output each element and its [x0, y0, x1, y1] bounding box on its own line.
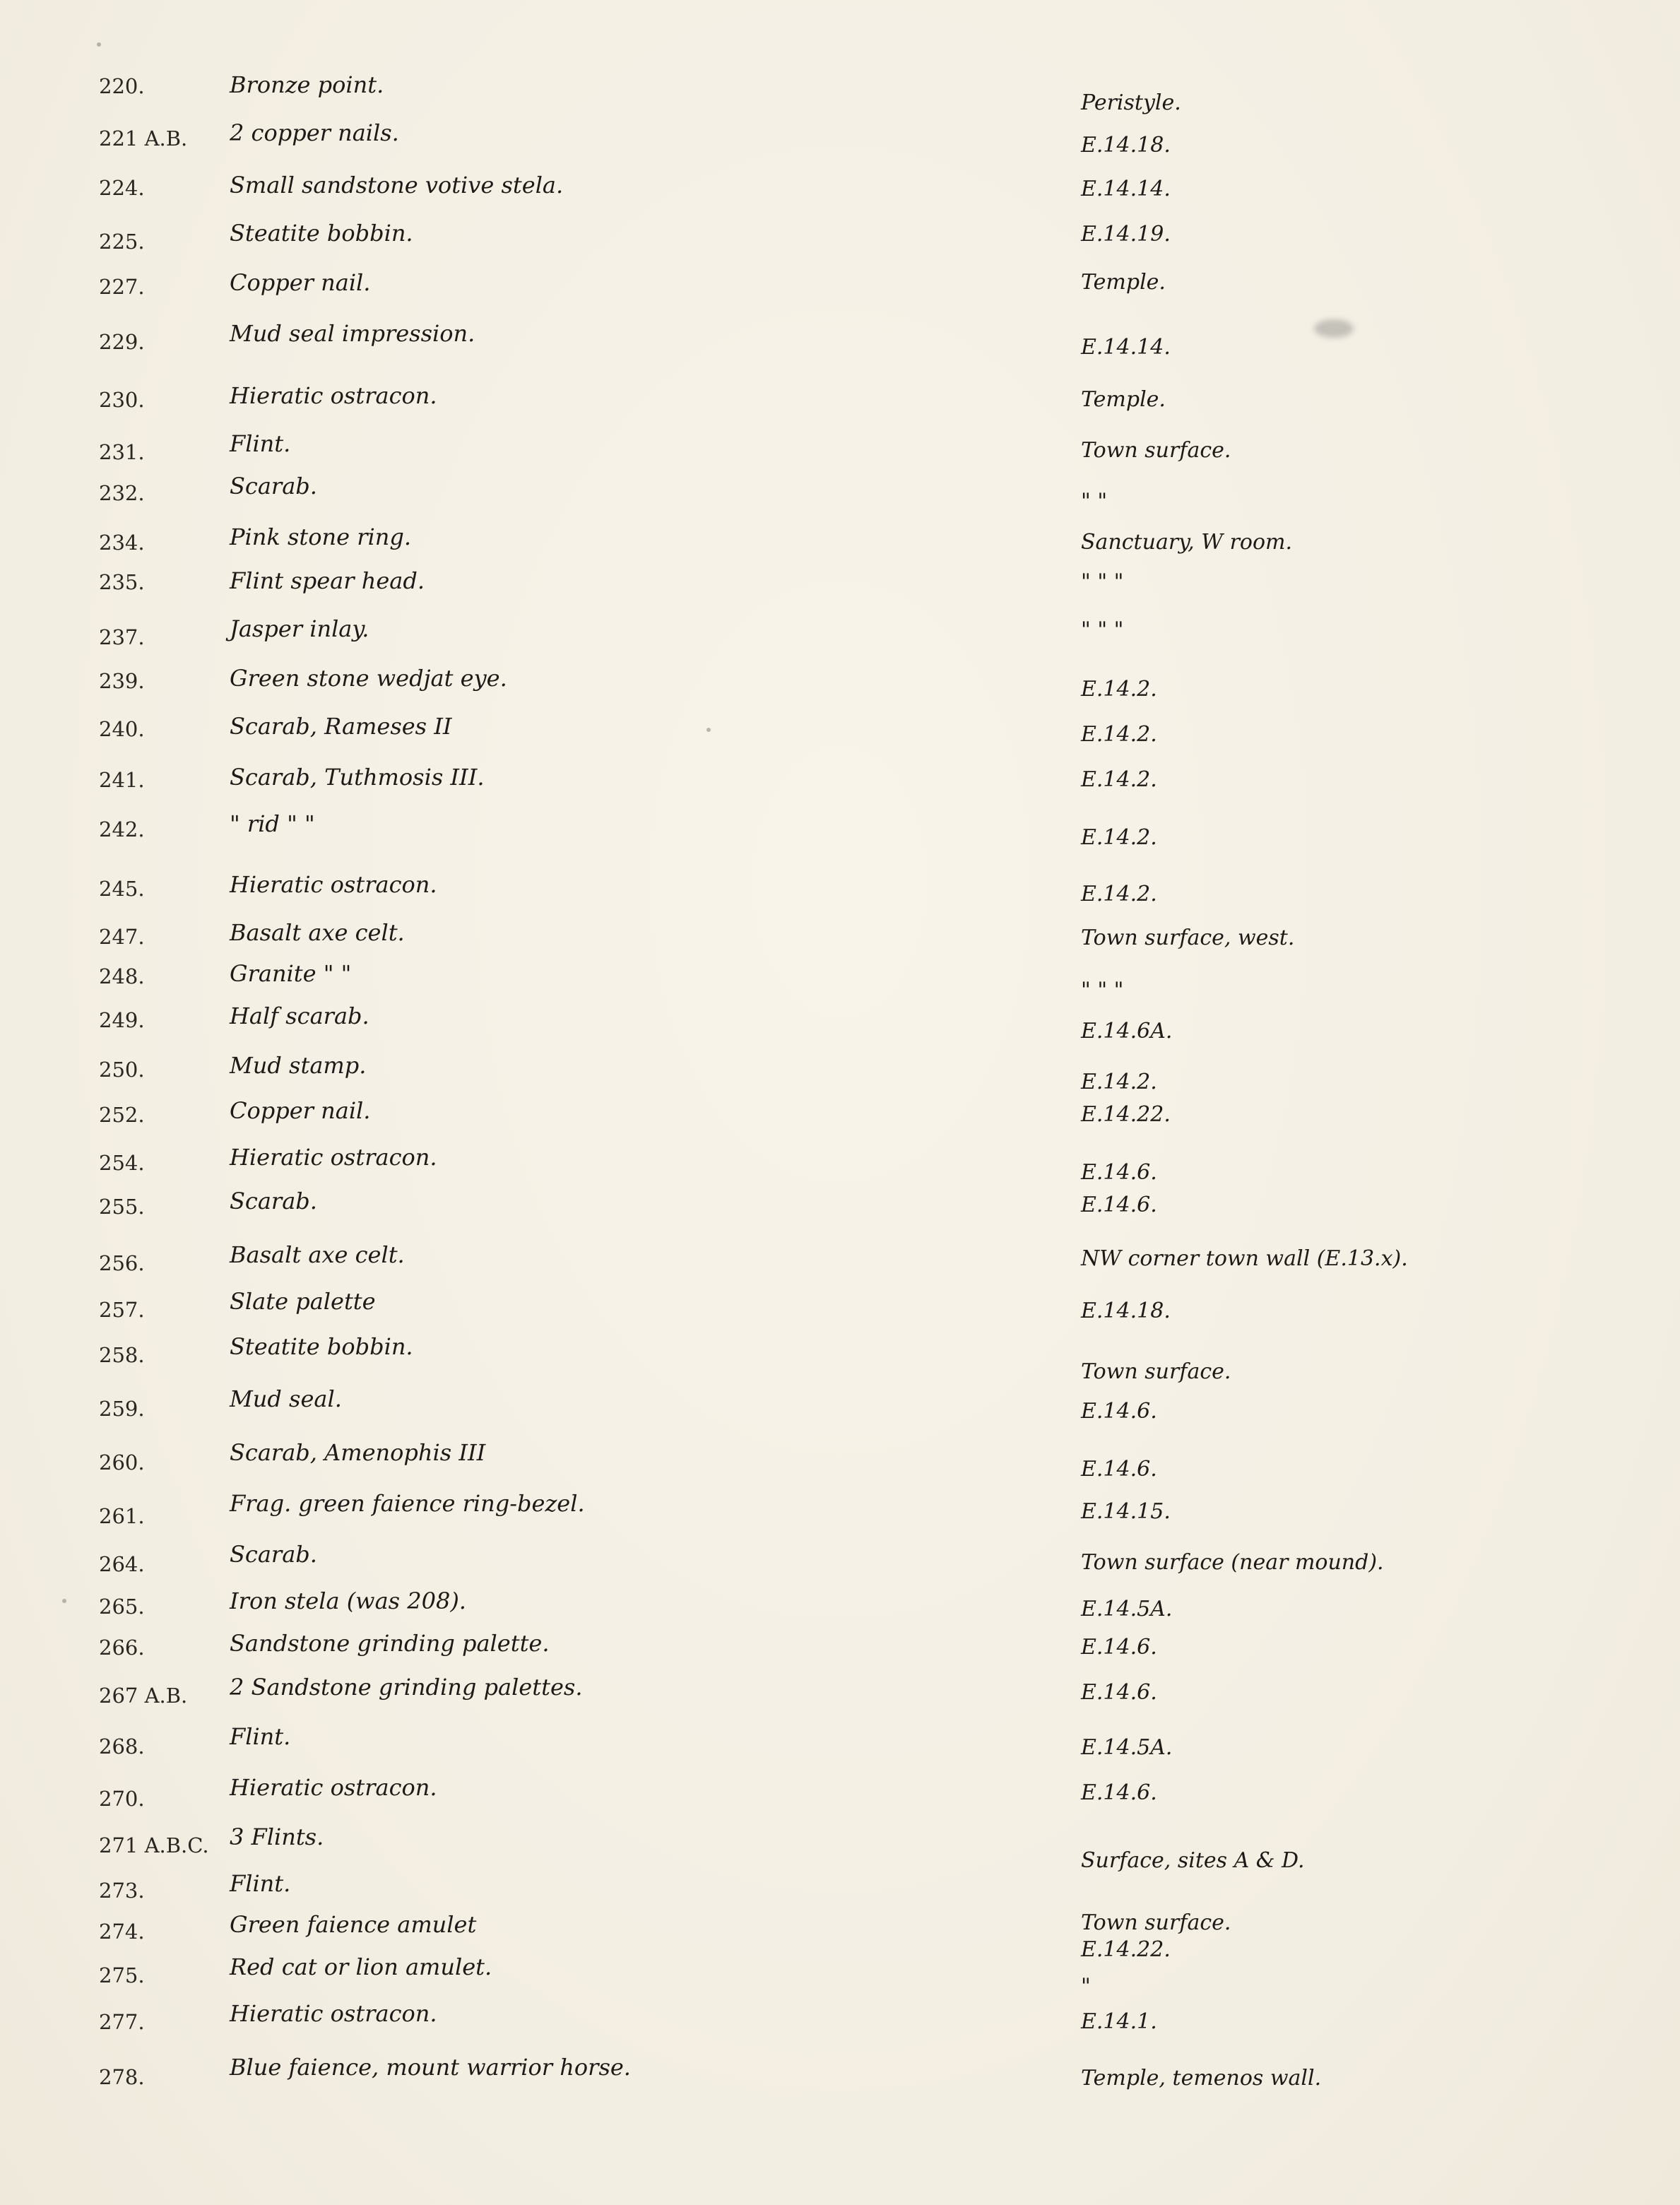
entry-number: 229. [99, 330, 145, 354]
entry-location: Town surface. [1081, 438, 1231, 463]
entry-description: Hieratic ostracon. [230, 1774, 437, 1801]
entry-number: 250. [99, 1058, 145, 1082]
entry-location: NW corner town wall (E.13.x). [1081, 1246, 1408, 1271]
entry-number: 267 A.B. [99, 1684, 188, 1708]
entry-description: Mud seal. [230, 1385, 342, 1412]
entry-location: E.14.14. [1081, 335, 1171, 360]
entry-number: 220. [99, 74, 145, 98]
entry-number: 240. [99, 717, 145, 741]
entry-description: Iron stela (was 208). [230, 1588, 466, 1614]
catalogue-entry [0, 1091, 1680, 1130]
entry-number: 277. [99, 2010, 145, 2034]
entry-location: E.14.5A. [1081, 1597, 1173, 1621]
entry-location: E.14.2. [1081, 722, 1157, 747]
entry-location: Town surface. [1081, 1359, 1231, 1384]
catalogue-entry [0, 165, 1680, 205]
entry-location: E.14.6. [1081, 1635, 1157, 1660]
catalogue-entry [0, 913, 1680, 952]
entry-location: Temple. [1081, 387, 1166, 412]
entry-number: 252. [99, 1103, 145, 1127]
entry-description: Green faience amulet [230, 1911, 477, 1938]
entry-number: 232. [99, 481, 145, 505]
entry-description: Scarab, Rameses II [230, 713, 452, 740]
entry-number: 259. [99, 1397, 145, 1421]
entry-number: 266. [99, 1636, 145, 1660]
entry-location: E.14.5A. [1081, 1735, 1173, 1760]
entry-description: Green stone wedjat eye. [230, 665, 507, 692]
entry-number: 254. [99, 1151, 145, 1175]
entry-location: Surface, sites A & D. [1081, 1848, 1305, 1873]
entry-number: 224. [99, 176, 145, 200]
entry-location: Temple. [1081, 270, 1166, 295]
entry-location: E.14.2. [1081, 882, 1157, 906]
catalogue-entry [0, 865, 1680, 904]
catalogue-entry [0, 1137, 1680, 1185]
entry-description: Hieratic ostracon. [230, 1144, 437, 1171]
entry-location: " " " [1081, 617, 1124, 642]
entry-location: E.14.6. [1081, 1780, 1157, 1805]
entry-location: E.14.1. [1081, 2009, 1157, 2034]
catalogue-entry [0, 707, 1680, 746]
entry-location: E.14.6. [1081, 1399, 1157, 1424]
entry-location: Temple, temenos wall. [1081, 2066, 1322, 2091]
catalogue-entry [0, 65, 1680, 115]
entry-location: E.14.2. [1081, 677, 1157, 702]
catalogue-entry [0, 1994, 1680, 2033]
entry-description: Scarab. [230, 1541, 317, 1568]
entry-number: 242. [99, 817, 145, 841]
entry-description: " rid " " [230, 810, 315, 837]
entry-description: Scarab, Amenophis III [230, 1439, 486, 1466]
catalogue-entry [0, 1235, 1680, 1275]
entry-number: 255. [99, 1195, 145, 1219]
entry-location: Sanctuary, W room. [1081, 530, 1293, 555]
entry-number: 265. [99, 1595, 145, 1619]
catalogue-entry [0, 1484, 1680, 1528]
entry-number: 271 A.B.C. [99, 1833, 209, 1857]
entry-description: Bronze point. [230, 71, 384, 98]
catalogue-entry [0, 757, 1680, 797]
entry-number: 241. [99, 768, 145, 792]
entry-location: E.14.15. [1081, 1499, 1171, 1524]
entry-location: " " " [1081, 569, 1124, 594]
entry-description: Flint spear head. [230, 567, 425, 594]
entry-number: 239. [99, 669, 145, 693]
entry-description: Scarab. [230, 1188, 317, 1214]
entry-description: 2 Sandstone grinding palettes. [230, 1674, 583, 1701]
catalogue-entry [0, 954, 1680, 1003]
entry-location: Town surface (near mound). [1081, 1550, 1384, 1575]
entry-number: 268. [99, 1734, 145, 1758]
entry-location: E.14.6. [1081, 1680, 1157, 1705]
catalogue-entry [0, 1905, 1680, 1962]
entry-location: E.14.19. [1081, 222, 1171, 247]
catalogue-entry [0, 996, 1680, 1044]
catalogue-entry [0, 113, 1680, 158]
entry-description: Basalt axe celt. [230, 1241, 405, 1268]
entry-description: Basalt axe celt. [230, 919, 405, 946]
catalogue-entry [0, 1535, 1680, 1574]
entry-number: 249. [99, 1008, 145, 1032]
catalogue-entry [0, 263, 1680, 302]
entry-number: 248. [99, 964, 145, 988]
entry-description: Steatite bobbin. [230, 1333, 413, 1360]
entry-location: " " " [1081, 978, 1124, 1003]
entry-number: 273. [99, 1879, 145, 1903]
entry-description: Copper nail. [230, 1097, 371, 1124]
entry-location: E.14.6. [1081, 1193, 1157, 1217]
entry-description: Small sandstone votive stela. [230, 172, 564, 199]
entry-description: Scarab, Tuthmosis III. [230, 764, 485, 791]
entry-location: E.14.18. [1081, 133, 1171, 158]
entry-number: 270. [99, 1787, 145, 1811]
entry-description: Granite " " [230, 960, 352, 987]
entry-location: Town surface. [1081, 1910, 1231, 1935]
entry-number: 264. [99, 1552, 145, 1576]
catalogue-entry [0, 1327, 1680, 1384]
catalogue-entry [0, 1768, 1680, 1811]
entry-number: 260. [99, 1450, 145, 1474]
entry-location: E.14.6A. [1081, 1019, 1173, 1044]
catalogue-entry [0, 424, 1680, 463]
catalogue-entry [0, 1624, 1680, 1663]
entry-number: 274. [99, 1920, 145, 1944]
entry-location: E.14.2. [1081, 1070, 1157, 1094]
catalogue-entry [0, 1379, 1680, 1424]
entry-location: " " [1081, 489, 1108, 514]
entry-number: 221 A.B. [99, 126, 188, 150]
entry-location: E.14.14. [1081, 177, 1171, 201]
entry-number: 256. [99, 1251, 145, 1275]
entry-number: 227. [99, 275, 145, 299]
entry-location: E.14.6. [1081, 1457, 1157, 1482]
entry-description: Flint. [230, 1870, 291, 1897]
entry-description: Half scarab. [230, 1003, 369, 1029]
entry-location: E.14.22. [1081, 1102, 1171, 1127]
entry-description: Jasper inlay. [230, 615, 369, 642]
catalogue-entry [0, 376, 1680, 415]
catalogue-entry [0, 1433, 1680, 1482]
entry-description: Slate palette [230, 1288, 376, 1315]
entry-description: Blue faience, mount warrior horse. [230, 2054, 631, 2081]
paper-speck [97, 42, 101, 47]
entry-description: Steatite bobbin. [230, 220, 413, 247]
entry-number: 261. [99, 1504, 145, 1528]
entry-location: E.14.2. [1081, 825, 1157, 850]
entry-location: Town surface, west. [1081, 926, 1295, 950]
entry-location: E.14.6. [1081, 1160, 1157, 1185]
entry-description: Mud stamp. [230, 1052, 367, 1079]
entry-description: Frag. green faience ring-bezel. [230, 1490, 585, 1517]
catalogue-entry [0, 1181, 1680, 1221]
entry-description: Sandstone grinding palette. [230, 1630, 550, 1657]
entry-number: 257. [99, 1298, 145, 1322]
entry-description: Red cat or lion amulet. [230, 1953, 492, 1980]
catalogue-entry [0, 1046, 1680, 1094]
catalogue-entry [0, 517, 1680, 557]
entry-number: 247. [99, 925, 145, 949]
entry-number: 258. [99, 1343, 145, 1367]
entry-description: 2 copper nails. [230, 119, 399, 146]
entry-description: Scarab. [230, 473, 317, 499]
entry-description: Hieratic ostracon. [230, 382, 437, 409]
entry-location: E.14.18. [1081, 1299, 1171, 1323]
entry-number: 234. [99, 531, 145, 555]
entry-description: Hieratic ostracon. [230, 871, 437, 898]
catalogue-entry [0, 466, 1680, 514]
catalogue-entry [0, 658, 1680, 702]
entry-description: Hieratic ostracon. [230, 2000, 437, 2027]
catalogue-entry [0, 1947, 1680, 1999]
catalogue-entry [0, 2047, 1680, 2091]
entry-description: Flint. [230, 430, 291, 457]
entry-description: Flint. [230, 1723, 291, 1750]
entry-description: Pink stone ring. [230, 524, 411, 550]
entry-number: 235. [99, 570, 145, 594]
entry-number: 237. [99, 625, 145, 649]
entry-number: 278. [99, 2065, 145, 2089]
entry-number: 275. [99, 1963, 145, 1987]
catalogue-entry [0, 1817, 1680, 1873]
entry-location: E.14.22. [1081, 1937, 1171, 1962]
catalogue-entry [0, 561, 1680, 601]
catalogue-entry [0, 314, 1680, 360]
entry-location: E.14.2. [1081, 767, 1157, 792]
catalogue-entry [0, 213, 1680, 253]
entry-description: Copper nail. [230, 269, 371, 296]
entry-description: 3 Flints. [230, 1823, 324, 1850]
catalogue-entry [0, 1581, 1680, 1621]
entry-description: Mud seal impression. [230, 320, 475, 347]
entry-number: 230. [99, 388, 145, 412]
entry-number: 231. [99, 440, 145, 464]
entry-location: " [1081, 1974, 1091, 1999]
catalogue-entry [0, 1717, 1680, 1760]
entry-location: Peristyle. [1081, 90, 1181, 115]
entry-number: 225. [99, 230, 145, 254]
catalogue-entry [0, 609, 1680, 649]
catalogue-entry [0, 804, 1680, 850]
entry-number: 245. [99, 877, 145, 901]
catalogue-entry [0, 1667, 1680, 1707]
catalogue-entry [0, 1282, 1680, 1321]
